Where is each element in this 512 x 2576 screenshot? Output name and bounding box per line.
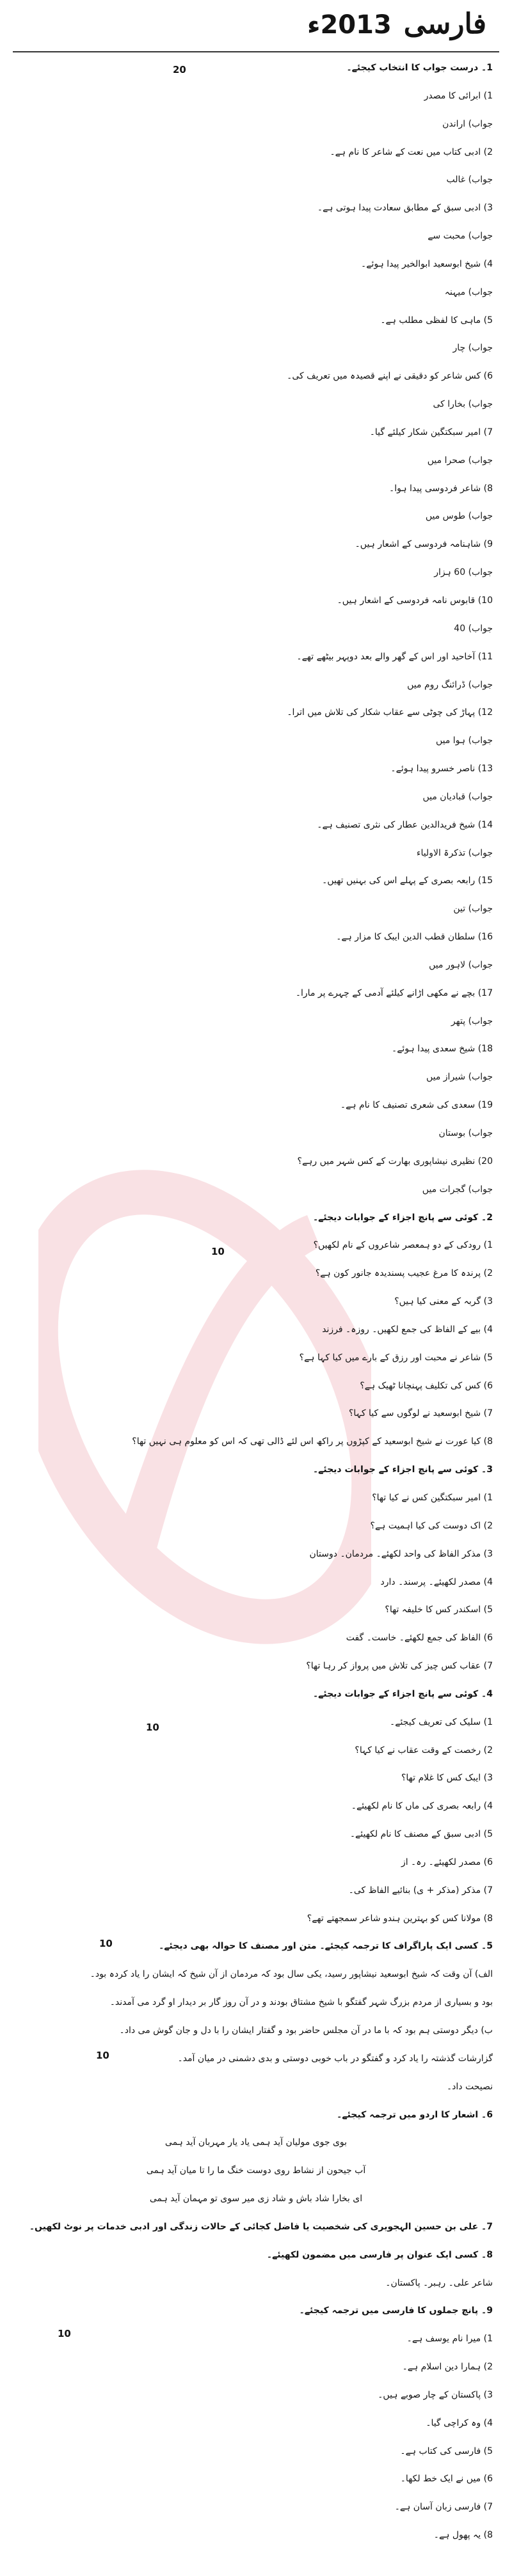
question-heading: 7۔ علی بن حسین الہجویری کی شخصیت یا فاضل کجائی کے حالات زندگی اور ادبی خدمات پر نوٹ لکھیں۔ bbox=[29, 2222, 493, 2232]
question-item: 12) پہاڑ کی چوٹی سے عقاب شکار کی تلاش میں اترا۔ bbox=[287, 707, 493, 718]
answer-line: جواب) 40 bbox=[454, 624, 493, 634]
question-item: 5) اسکندر کس کا خلیفہ تھا؟ bbox=[385, 1605, 493, 1615]
question-item: نصیحت داد۔ bbox=[446, 2082, 493, 2092]
year-title: 2013ء bbox=[307, 10, 392, 40]
question-item: 3) پاکستان کے چار صوبے ہیں۔ bbox=[378, 2390, 493, 2400]
marks-q1: 20 bbox=[173, 64, 186, 75]
question-item: 19) سعدی کی شعری تصنیف کا نام ہے۔ bbox=[340, 1100, 493, 1110]
question-heading: 3۔ کوئی سے پانچ اجزاء کے جوابات دیجئے۔ bbox=[312, 1465, 493, 1475]
question-item: 11) آخاحید اور اس کے گھر والے بعد دوپہر بیٹھے تھے۔ bbox=[296, 652, 493, 662]
answer-line: جواب) غالب bbox=[446, 175, 493, 185]
question-item: 7) مذکر (مذکر + ی) بنائیے الفاظ کی۔ bbox=[348, 1885, 493, 1896]
question-item: بود و بسیاری از مردم بزرگ شہر گفتگو با شیخ مشتاق بودند و در آن روز گار بر دیدار او گرد می آمدند۔ bbox=[109, 1997, 493, 2007]
question-heading: 1۔ درست جواب کا انتخاب کیجئے۔ bbox=[346, 63, 493, 73]
question-item: 8) کیا عورت نے شیخ ابوسعید کے کپڑوں پر راکھ اس لئے ڈالی تھی کہ اس کو معلوم ہی نہیں تھا؟ bbox=[132, 1436, 493, 1447]
subject-title: فارسی bbox=[403, 8, 486, 40]
question-item: 13) ناصر خسرو پیدا ہوئے۔ bbox=[390, 764, 493, 774]
answer-line: جواب) بخارا کی bbox=[433, 399, 493, 409]
question-item: 4) شیخ ابوسعید ابوالخیر پیدا ہوئے۔ bbox=[361, 259, 493, 269]
answer-line: جواب) طوس میں bbox=[425, 511, 493, 521]
question-heading: 9۔ پانچ جملوں کا فارسی میں ترجمہ کیجئے۔ bbox=[299, 2305, 493, 2316]
question-item: 6) کس کی تکلیف پہنچانا ٹھیک ہے؟ bbox=[360, 1381, 493, 1391]
question-item: 1) سلیک کی تعریف کیجئے۔ bbox=[390, 1717, 493, 1727]
question-item: 18) شیخ سعدی پیدا ہوئے۔ bbox=[392, 1044, 493, 1054]
question-item: 5) ماہی کا لفظی مطلب ہے۔ bbox=[380, 315, 493, 326]
answer-line: جواب) محبت سے bbox=[428, 231, 493, 241]
question-item: 17) بچے نے مکھی اڑانے کیلئے آدمی کے چہرے پر مارا۔ bbox=[295, 988, 493, 998]
question-item: 4) رابعہ بصری کی ماں کا نام لکھیئے۔ bbox=[351, 1801, 493, 1811]
question-item: 3) ایبک کس کا غلام تھا؟ bbox=[401, 1773, 493, 1783]
answer-line: جواب) تین bbox=[453, 904, 493, 914]
question-item: 1) رودکی کے دو ہمعصر شاعروں کے نام لکھیں؟ bbox=[313, 1240, 493, 1250]
header-divider bbox=[13, 51, 499, 52]
question-heading: 2۔ کوئی سے پانچ اجزاء کے جوابات دیجئے۔ bbox=[312, 1213, 493, 1223]
question-item: 2) رخصت کے وقت عقاب نے کیا کہا؟ bbox=[355, 1745, 493, 1755]
answer-line: جواب) گجرات میں bbox=[422, 1184, 493, 1195]
question-item: 10) قابوس نامہ فردوسی کے اشعار ہیں۔ bbox=[337, 595, 493, 606]
question-item: 2) ہمارا دین اسلام ہے۔ bbox=[402, 2362, 493, 2372]
question-item: 20) نظیری نیشاپوری بھارت کے کس شہر میں رہے؟ bbox=[297, 1156, 493, 1166]
answer-line: جواب) بوستان bbox=[438, 1128, 493, 1138]
question-item: 5) ادبی سبق کے مصنف کا نام لکھیئے۔ bbox=[349, 1829, 493, 1839]
answer-line: جواب) لاہور میں bbox=[429, 960, 493, 970]
question-item: 2) پرندہ کا مرغ عجیب پسندیدہ جانور کون ہے؟ bbox=[315, 1268, 493, 1278]
question-item: 7) عقاب کس چیز کی تلاش میں پرواز کر رہا تھا؟ bbox=[306, 1661, 493, 1671]
question-item: 7) فارسی زبان آسان ہے۔ bbox=[394, 2502, 493, 2512]
question-heading: 5۔ کسی ایک پاراگراف کا ترجمہ کیجئے۔ متن اور مصنف کا حوالہ بھی دیجئے۔ bbox=[159, 1941, 493, 1951]
marks-q9: 10 bbox=[58, 2328, 71, 2339]
question-item: 5) فارسی کی کتاب ہے۔ bbox=[400, 2446, 493, 2456]
answer-line: جواب) صحرا میں bbox=[427, 455, 493, 466]
question-item: 7) شیخ ابوسعید نے لوگوں سے کیا کہا؟ bbox=[348, 1408, 493, 1418]
question-item: 16) سلطان قطب الدین ایبک کا مزار ہے۔ bbox=[336, 932, 493, 942]
question-item: 3) مذکر الفاظ کی واحد لکھئے۔ مردمان۔ دوستان bbox=[309, 1549, 493, 1559]
question-item: 4) مصدر لکھیئے۔ پرسند۔ دارد bbox=[380, 1577, 493, 1587]
marks-q2: 10 bbox=[211, 1246, 225, 1257]
question-item: 2) اک دوست کی کیا اہمیت ہے؟ bbox=[370, 1521, 493, 1531]
question-item: 5) شاعر نے محبت اور رزق کے بارے میں کیا کہا ہے؟ bbox=[299, 1353, 493, 1363]
answer-line: جواب) اراندن bbox=[442, 119, 493, 129]
question-item: گزارشات گذشتہ را یاد کرد و گفتگو در باب خوبی دوستی و بدی دشمنی در میان آمد۔ bbox=[177, 2054, 493, 2064]
answer-line: جواب) پتھر bbox=[451, 1016, 493, 1026]
answer-line: جواب) ہوا میں bbox=[435, 735, 493, 746]
question-item: 3) گربہ کے معنی کیا ہیں؟ bbox=[394, 1296, 493, 1307]
answer-line: جواب) ڈرائنگ روم میں bbox=[407, 680, 493, 690]
question-item: 1) میرا نام یوسف ہے۔ bbox=[406, 2334, 493, 2344]
verse-line: ای بخارا شاد باش و شاد زی میر سوی تو مہمان آید ہمی bbox=[149, 2194, 363, 2204]
question-item: 4) بیے کے الفاظ کی جمع لکھیں۔ روزہ۔ فرزند bbox=[322, 1324, 493, 1335]
verse-line: بوی جوی مولیان آید ہمی یاد یار مہربان آید ہمی bbox=[164, 2137, 348, 2148]
answer-line: جواب) چار bbox=[452, 343, 493, 353]
answer-line: جواب) میہنہ bbox=[444, 287, 493, 297]
question-item: 8) یہ پھول ہے۔ bbox=[433, 2530, 493, 2540]
question-item: 15) رابعہ بصری کے پہلے اس کی بہنیں تھیں۔ bbox=[322, 876, 493, 886]
question-item: 9) شاہنامہ فردوسی کے اشعار ہیں۔ bbox=[355, 539, 493, 549]
paper-header bbox=[0, 0, 512, 58]
question-item: الف) آن وقت کہ شیخ ابوسعید نیشاپور رسید، یکی سال بود کہ مردمان از آن شیخ کہ ایشان را یاد کردہ بود۔ bbox=[90, 1969, 493, 1979]
answer-line: جواب) 60 ہزار bbox=[434, 567, 493, 577]
question-item: 6) کس شاعر کو دقیقی نے اپنے قصیدہ میں تعریف کی۔ bbox=[287, 371, 493, 381]
question-item: 2) ادبی کتاب میں نعت کے شاعر کا نام ہے۔ bbox=[330, 147, 493, 157]
answer-line: جواب) قبادیان میں bbox=[422, 792, 493, 802]
question-item: 7) امیر سبکتگین شکار کیلئے گیا۔ bbox=[369, 427, 493, 437]
question-item: 6) میں نے ایک خط لکھا۔ bbox=[400, 2474, 493, 2484]
marks-q5: 10 bbox=[96, 2050, 109, 2061]
question-item: 1) ابرائی کا مصدر bbox=[424, 91, 493, 101]
question-item: 1) امیر سبکتگین کس نے کیا تھا؟ bbox=[372, 1493, 493, 1503]
question-item: 14) شیخ فریدالدین عطار کی نثری تصنیف ہے۔ bbox=[317, 820, 493, 830]
question-item: 3) ادبی سبق کے مطابق سعادت پیدا ہوتی ہے۔ bbox=[317, 203, 493, 213]
question-heading: 6۔ اشعار کا اردو میں ترجمہ کیجئے۔ bbox=[337, 2110, 493, 2120]
question-item: 8) مولانا کس کو بہترین ہندو شاعر سمجھتے تھے؟ bbox=[307, 1913, 493, 1924]
question-item: 6) مصدر لکھیئے۔ رہ۔ از bbox=[401, 1857, 493, 1867]
question-item: 6) الفاظ کی جمع لکھئے۔ خاست۔ گفت bbox=[346, 1633, 493, 1643]
verse-line: آب جیحون از نشاط روی دوست خنگ ما را تا میان آید ہمی bbox=[146, 2165, 366, 2176]
question-item: 8) شاعر فردوسی پیدا ہوا۔ bbox=[389, 483, 493, 494]
marks-q4: 10 bbox=[99, 1938, 113, 1949]
question-heading: 4۔ کوئی سے پانچ اجزاء کے جوابات دیجئے۔ bbox=[312, 1689, 493, 1699]
marks-q3: 10 bbox=[146, 1722, 159, 1733]
question-item: ب) دیگر دوستی ہم بود کہ با ما در آن مجلس حاضر بود و گفتار ایشان را با دل و جان گوش می داد۔ bbox=[119, 2025, 493, 2036]
question-item: شاعر علی۔ رہبر۔ پاکستان۔ bbox=[385, 2278, 493, 2288]
answer-line: جواب) تذکرۃ الاولیاء bbox=[416, 848, 493, 858]
question-item: 4) وہ کراچی گیا۔ bbox=[426, 2418, 493, 2428]
question-heading: 8۔ کسی ایک عنوان پر فارسی میں مضمون لکھیئے۔ bbox=[266, 2250, 493, 2260]
answer-line: جواب) شیراز میں bbox=[426, 1072, 493, 1082]
